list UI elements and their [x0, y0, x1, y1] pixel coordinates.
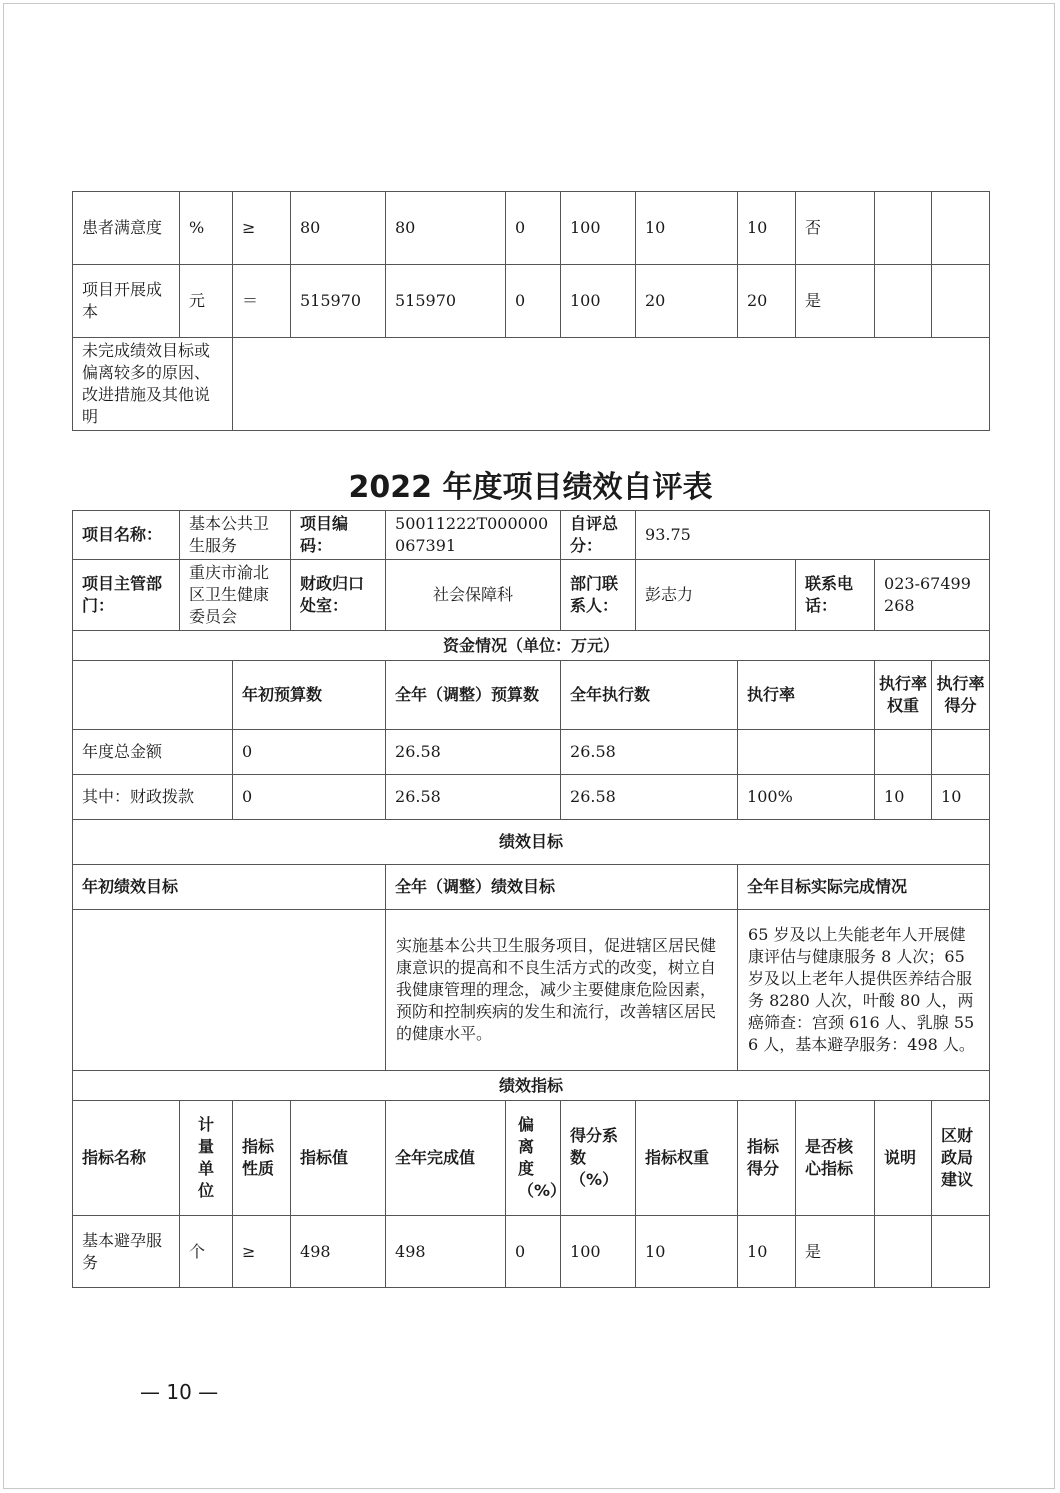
funds-row-rate-score: 10: [932, 775, 990, 820]
indicator-name: 基本避孕服务: [73, 1216, 180, 1288]
funds-row-executed: 26.58: [561, 730, 738, 775]
indicator-deviation: 0: [506, 192, 561, 265]
indicator-name: 项目开展成本: [73, 265, 180, 338]
indicator-unit: 元: [180, 265, 233, 338]
page-title: 2022 年度项目绩效自评表: [348, 470, 713, 505]
indicators-section-title: 绩效指标: [73, 1071, 990, 1101]
finance: 社会保障科: [386, 560, 561, 631]
ind-header-deviation: 偏离度（%）: [506, 1101, 561, 1216]
goals-header-adjusted: 全年（调整）绩效目标: [386, 865, 738, 910]
indicator-completed: 80: [386, 192, 506, 265]
reason-label: 未完成绩效目标或偏离较多的原因、改进措施及其他说明: [73, 338, 233, 431]
contact: 彭志力: [636, 560, 796, 631]
table-row: [73, 730, 990, 775]
goals-actual: 65 岁及以上失能老年人开展健康评估与健康服务 8 人次；65 岁及以上老年人提供医养结合服务 8280 人次，叶酸 80 人，两癌筛查：宫颈 616 人、乳腺 556 人，基本避孕服务：498 人。: [738, 910, 990, 1071]
page-number: — 10 —: [140, 1380, 219, 1404]
ind-header-nature: 指标性质: [233, 1101, 291, 1216]
funds-row-executed: 26.58: [561, 775, 738, 820]
funds-row-initial: 0: [233, 775, 386, 820]
funds-row-rate-weight: [875, 730, 932, 775]
contact-label: 部门联系人：: [561, 560, 636, 631]
indicator-advice: [932, 1216, 990, 1288]
funds-header-rate: 执行率: [738, 661, 875, 730]
goals-header-row: [73, 865, 990, 910]
goals-content-row: [73, 910, 990, 1071]
indicator-value: 515970: [291, 265, 386, 338]
funds-row-label: 其中：财政拨款: [73, 775, 233, 820]
indicator-note: [875, 265, 932, 338]
ind-header-note: 说明: [875, 1101, 932, 1216]
self-score: 93.75: [636, 511, 990, 560]
funds-row-rate-score: [932, 730, 990, 775]
indicators-header-row: [73, 1101, 990, 1216]
self-score-label: 自评总分：: [561, 511, 636, 560]
ind-header-value: 指标值: [291, 1101, 386, 1216]
indicator-coef: 100: [561, 265, 636, 338]
funds-row-rate-weight: 10: [875, 775, 932, 820]
self-evaluation-table: [72, 510, 990, 1288]
indicator-unit: %: [180, 192, 233, 265]
ind-header-completed: 全年完成值: [386, 1101, 506, 1216]
indicator-completed: 498: [386, 1216, 506, 1288]
goals-section-title: 绩效目标: [73, 820, 990, 865]
ind-header-advice: 区财政局建议: [932, 1101, 990, 1216]
indicator-weight: 20: [636, 265, 738, 338]
funds-row-adjusted: 26.58: [386, 730, 561, 775]
funds-row-adjusted: 26.58: [386, 775, 561, 820]
project-name: 基本公共卫生服务: [180, 511, 291, 560]
goals-adjusted: 实施基本公共卫生服务项目，促进辖区居民健康意识的提高和不良生活方式的改变，树立自我健康管理的理念，减少主要健康危险因素，预防和控制疾病的发生和流行，改善辖区居民的健康水平。: [386, 910, 738, 1071]
indicator-core: 是: [796, 1216, 875, 1288]
indicator-nature: ≥: [233, 192, 291, 265]
indicator-value: 80: [291, 192, 386, 265]
ind-header-score: 指标得分: [738, 1101, 796, 1216]
ind-header-name: 指标名称: [73, 1101, 180, 1216]
info-row: [73, 560, 990, 631]
section-row: [73, 820, 990, 865]
funds-header-adjusted: 全年（调整）预算数: [386, 661, 561, 730]
funds-row-label: 年度总金额: [73, 730, 233, 775]
indicator-value: 498: [291, 1216, 386, 1288]
funds-row-rate: 100%: [738, 775, 875, 820]
indicator-score: 10: [738, 192, 796, 265]
indicator-coef: 100: [561, 192, 636, 265]
indicator-continuation-table: [72, 191, 990, 431]
indicator-advice: [932, 192, 990, 265]
ind-header-core: 是否核心指标: [796, 1101, 875, 1216]
funds-header-initial: 年初预算数: [233, 661, 386, 730]
goals-header-initial: 年初绩效目标: [73, 865, 386, 910]
indicator-score: 10: [738, 1216, 796, 1288]
indicator-note: [875, 1216, 932, 1288]
indicator-nature: ＝: [233, 265, 291, 338]
funds-header-blank: [73, 661, 233, 730]
indicator-core: 否: [796, 192, 875, 265]
funds-header-row: [73, 661, 990, 730]
goals-header-actual: 全年目标实际完成情况: [738, 865, 990, 910]
indicator-name: 患者满意度: [73, 192, 180, 265]
table-row: [73, 1216, 990, 1288]
table-row: [73, 192, 990, 265]
indicator-advice: [932, 265, 990, 338]
indicator-note: [875, 192, 932, 265]
finance-label: 财政归口处室：: [291, 560, 386, 631]
info-row: [73, 511, 990, 560]
table-row: [73, 265, 990, 338]
funds-row-rate: [738, 730, 875, 775]
phone-label: 联系电话：: [796, 560, 875, 631]
section-row: [73, 631, 990, 661]
funds-section-title: 资金情况（单位：万元）: [73, 631, 990, 661]
section-row: [73, 1071, 990, 1101]
indicator-core: 是: [796, 265, 875, 338]
phone: 023-67499268: [875, 560, 990, 631]
indicator-coef: 100: [561, 1216, 636, 1288]
ind-header-coef: 得分系数（%）: [561, 1101, 636, 1216]
dept: 重庆市渝北区卫生健康委员会: [180, 560, 291, 631]
goals-initial: [73, 910, 386, 1071]
project-code: 50011222T000000067391: [386, 511, 561, 560]
indicator-score: 20: [738, 265, 796, 338]
indicator-nature: ≥: [233, 1216, 291, 1288]
indicator-completed: 515970: [386, 265, 506, 338]
funds-header-rate-score: 执行率得分: [932, 661, 990, 730]
indicator-weight: 10: [636, 1216, 738, 1288]
project-code-label: 项目编码：: [291, 511, 386, 560]
indicator-unit: 个: [180, 1216, 233, 1288]
indicator-deviation: 0: [506, 1216, 561, 1288]
funds-header-rate-weight: 执行率权重: [875, 661, 932, 730]
project-name-label: 项目名称：: [73, 511, 180, 560]
table-row: [73, 338, 990, 431]
indicator-weight: 10: [636, 192, 738, 265]
funds-header-executed: 全年执行数: [561, 661, 738, 730]
ind-header-weight: 指标权重: [636, 1101, 738, 1216]
dept-label: 项目主管部门：: [73, 560, 180, 631]
indicator-deviation: 0: [506, 265, 561, 338]
table-row: [73, 775, 990, 820]
ind-header-unit: 计量单位: [180, 1101, 233, 1216]
funds-row-initial: 0: [233, 730, 386, 775]
reason-value: [233, 338, 990, 431]
